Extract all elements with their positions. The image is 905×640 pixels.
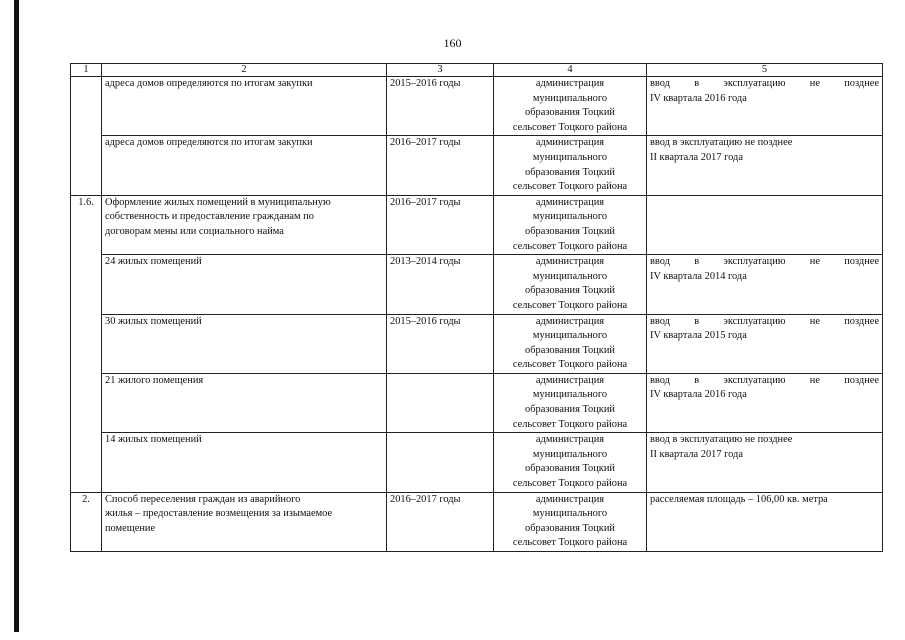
row-description [102, 433, 387, 492]
executor-line: образования Тоцкий [525, 107, 615, 119]
row-executor [494, 255, 647, 314]
description-line: Способ переселения граждан из аварийного [105, 493, 301, 505]
executor-line: администрация [535, 137, 605, 149]
executor-line: муниципального [532, 508, 608, 520]
row-result [647, 492, 883, 551]
result-line: расселяемая площадь – 106,00 кв. метра [650, 493, 828, 505]
header-cell-4: 4 [494, 64, 647, 77]
header-cell-3: 3 [387, 64, 494, 77]
row-description [102, 492, 387, 551]
executor-line: образования Тоцкий [525, 463, 615, 475]
program-table [70, 63, 883, 552]
row-description [102, 373, 387, 432]
executor-line: сельсовет Тоцкого района [512, 299, 628, 311]
description-line: Оформление жилых помещений в муниципальную [105, 196, 331, 208]
row-description [102, 136, 387, 195]
description-line: договорам мены или социального найма [105, 225, 284, 237]
row-result [647, 77, 883, 136]
executor-line: муниципального [532, 151, 608, 163]
row-number [71, 314, 102, 373]
row-description [102, 77, 387, 136]
result-line: IV квартала 2016 года [650, 92, 747, 104]
executor-line: муниципального [532, 330, 608, 342]
row-number: 1.6. [71, 195, 102, 254]
page-number: 160 [443, 36, 462, 50]
executor-line: администрация [535, 78, 605, 89]
header-cell-5: 5 [647, 64, 883, 77]
executor-line: образования Тоцкий [525, 344, 615, 356]
row-executor [494, 136, 647, 195]
table-row [71, 492, 883, 551]
row-executor [494, 492, 647, 551]
row-result [647, 373, 883, 432]
executor-line: муниципального [532, 92, 608, 104]
result-line: ввод в эксплуатацию не позднее [650, 256, 879, 268]
row-period: 2016–2017 годы [387, 492, 494, 551]
description-line: помещение [105, 522, 156, 534]
row-description [102, 255, 387, 314]
row-period [387, 373, 494, 432]
row-description [102, 314, 387, 373]
executor-line: сельсовет Тоцкого района [512, 537, 628, 549]
executor-line: администрация [535, 315, 605, 327]
header-cell-2: 2 [102, 64, 387, 77]
result-line: IV квартала 2014 года [650, 270, 747, 282]
row-executor [494, 195, 647, 254]
executor-line: сельсовет Тоцкого района [512, 359, 628, 371]
row-number [71, 136, 102, 195]
executor-line: образования Тоцкий [525, 404, 615, 416]
row-executor [494, 433, 647, 492]
row-period: 2013–2014 годы [387, 255, 494, 314]
result-line: IV квартала 2016 года [650, 389, 747, 401]
row-number: 2. [71, 492, 102, 551]
table-row [71, 373, 883, 432]
row-period: 2015–2016 годы [387, 77, 494, 136]
table-row [71, 314, 883, 373]
row-number [71, 433, 102, 492]
scan-edge-bar [14, 0, 19, 632]
description-line: 30 жилых помещений [105, 315, 202, 327]
row-number [71, 373, 102, 432]
description-line: адреса домов определяются по итогам закупки [105, 78, 313, 89]
description-line: адреса домов определяются по итогам закупки [105, 137, 313, 149]
table-row [71, 77, 883, 136]
executor-line: сельсовет Тоцкого района [512, 418, 628, 430]
executor-line: сельсовет Тоцкого района [512, 121, 628, 133]
row-result [647, 433, 883, 492]
executor-line: образования Тоцкий [525, 225, 615, 237]
row-executor [494, 77, 647, 136]
table-row [71, 136, 883, 195]
executor-line: образования Тоцкий [525, 285, 615, 297]
description-line: 21 жилого помещения [105, 374, 204, 386]
result-line: ввод в эксплуатацию не позднее [650, 315, 879, 327]
executor-line: муниципального [532, 448, 608, 460]
table-row [71, 195, 883, 254]
row-result [647, 136, 883, 195]
row-result [647, 195, 883, 254]
result-line: ввод в эксплуатацию не позднее [650, 137, 793, 149]
result-line: ввод в эксплуатацию не позднее [650, 434, 793, 446]
executor-line: сельсовет Тоцкого района [512, 240, 628, 252]
executor-line: администрация [535, 434, 605, 446]
executor-line: муниципального [532, 389, 608, 401]
header-cell-1: 1 [71, 64, 102, 77]
executor-line: администрация [535, 493, 605, 505]
result-line: ввод в эксплуатацию не позднее [650, 78, 879, 89]
row-result [647, 255, 883, 314]
executor-line: сельсовет Тоцкого района [512, 181, 628, 193]
header-row [71, 64, 883, 77]
executor-line: муниципального [532, 270, 608, 282]
result-line: II квартала 2017 года [650, 151, 743, 163]
table-row [71, 433, 883, 492]
description-line: собственность и предоставление гражданам по [105, 211, 314, 223]
description-line: 24 жилых помещений [105, 256, 202, 268]
row-number [71, 255, 102, 314]
row-executor [494, 314, 647, 373]
row-executor [494, 373, 647, 432]
executor-line: администрация [535, 196, 605, 208]
result-line: II квартала 2017 года [650, 448, 743, 460]
result-line: ввод в эксплуатацию не позднее [650, 374, 879, 386]
row-result [647, 314, 883, 373]
executor-line: муниципального [532, 211, 608, 223]
executor-line: сельсовет Тоцкого района [512, 478, 628, 490]
row-period: 2016–2017 годы [387, 136, 494, 195]
executor-line: образования Тоцкий [525, 522, 615, 534]
executor-line: администрация [535, 256, 605, 268]
row-period: 2015–2016 годы [387, 314, 494, 373]
row-period: 2016–2017 годы [387, 195, 494, 254]
description-line: жилья – предоставление возмещения за изымаемое [105, 508, 333, 520]
row-period [387, 433, 494, 492]
row-number [71, 77, 102, 136]
result-line: IV квартала 2015 года [650, 330, 747, 342]
row-description [102, 195, 387, 254]
executor-line: образования Тоцкий [525, 166, 615, 178]
table-row [71, 255, 883, 314]
executor-line: администрация [535, 374, 605, 386]
description-line: 14 жилых помещений [105, 434, 202, 446]
